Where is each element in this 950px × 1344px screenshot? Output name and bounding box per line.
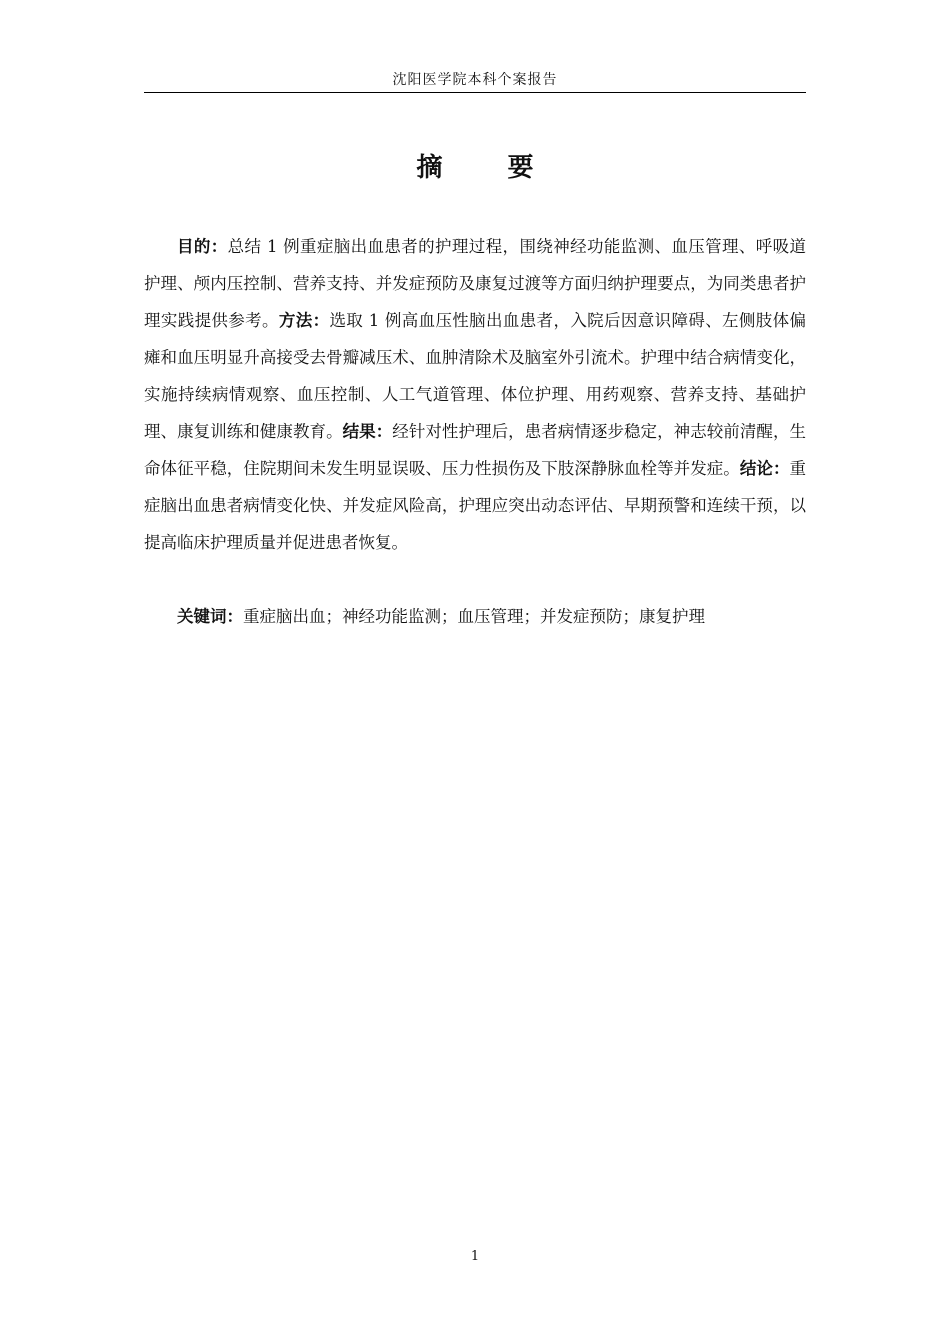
conclusion-text: 重症脑出血患者病情变化快、并发症风险高，护理应突出动态评估、早期预警和连续干预，以提高临床护理质量并促进患者恢复。 [144, 459, 807, 552]
header-rule [144, 92, 806, 93]
keywords-paragraph [144, 598, 806, 635]
result-text: 经针对性护理后，患者病情逐步稳定，神志较前清醒，生命体征平稳，住院期间未发生明显误吸、压力性损伤及下肢深静脉血栓等并发症。 [144, 422, 807, 478]
conclusion-label: 结论： [739, 459, 790, 478]
result-label: 结果： [342, 422, 393, 441]
objective-text: 总结 1 例重症脑出血患者的护理过程，围绕神经功能监测、血压管理、呼吸道护理、颅内压控制、营养支持、并发症预防及康复过渡等方面归纳护理要点，为同类患者护理实践提供参考。 [144, 237, 806, 330]
abstract-paragraph [144, 228, 806, 561]
keywords-text: 重症脑出血；神经功能监测；血压管理；并发症预防；康复护理 [243, 607, 705, 626]
method-text: 选取 1 例高血压性脑出血患者，入院后因意识障碍、左侧肢体偏瘫和血压明显升高接受去骨瓣减压术、血肿清除术及脑室外引流术。护理中结合病情变化，实施持续病情观察、血压控制、人工气道管理、体位护理、用药观察、营养支持、基础护理、康复训练和健康教育。 [144, 311, 806, 441]
method-label: 方法： [278, 311, 330, 330]
objective-label: 目的： [177, 237, 228, 256]
running-header: 沈阳医学院本科个案报告 [392, 72, 558, 88]
abstract-title: 摘 要 [416, 153, 562, 183]
keywords-label: 关键词： [177, 607, 243, 626]
page-number: 1 [470, 1249, 480, 1264]
